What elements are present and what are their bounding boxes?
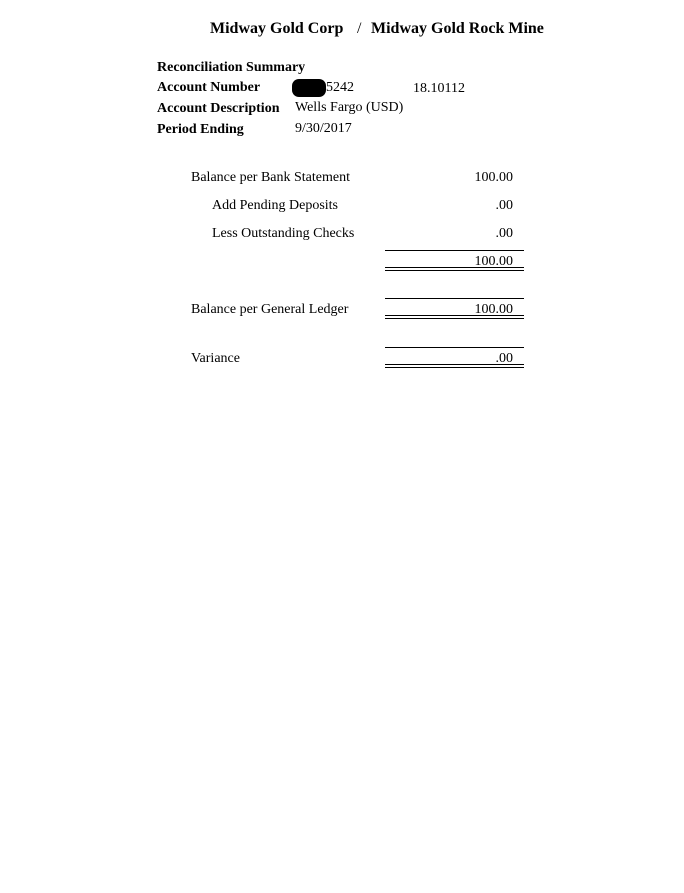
ledger-top-rule [385, 298, 524, 299]
general-ledger-label: Balance per General Ledger [191, 302, 349, 317]
pending-deposits-amount: .00 [495, 198, 513, 213]
pending-deposits-label: Add Pending Deposits [212, 198, 338, 213]
adjusted-bank-total: 100.00 [474, 254, 513, 269]
account-number-label: Account Number [157, 80, 261, 95]
period-ending-value: 9/30/2017 [295, 121, 352, 136]
bank-statement-amount: 100.00 [474, 170, 513, 185]
variance-top-rule [385, 347, 524, 348]
variance-label: Variance [191, 351, 240, 366]
account-description-value: Wells Fargo (USD) [295, 100, 404, 115]
site-name: Midway Gold Rock Mine [371, 20, 544, 37]
outstanding-checks-label: Less Outstanding Checks [212, 226, 355, 241]
outstanding-checks-amount: .00 [495, 226, 513, 241]
company-name: Midway Gold Corp [210, 20, 344, 37]
redaction-mark [292, 79, 326, 97]
gl-account-number: 18.10112 [413, 81, 465, 96]
variance-amount: .00 [495, 351, 513, 366]
summary-title: Reconciliation Summary [157, 60, 306, 75]
header-separator: / [357, 20, 362, 37]
variance-double-underline [385, 364, 524, 368]
account-number-value: 5242 [326, 80, 354, 95]
subtotal-rule [385, 250, 524, 251]
general-ledger-amount: 100.00 [474, 302, 513, 317]
subtotal-double-underline [385, 267, 524, 271]
period-ending-label: Period Ending [157, 122, 244, 137]
bank-statement-label: Balance per Bank Statement [191, 170, 350, 185]
ledger-double-underline [385, 315, 524, 319]
account-description-label: Account Description [157, 101, 280, 116]
